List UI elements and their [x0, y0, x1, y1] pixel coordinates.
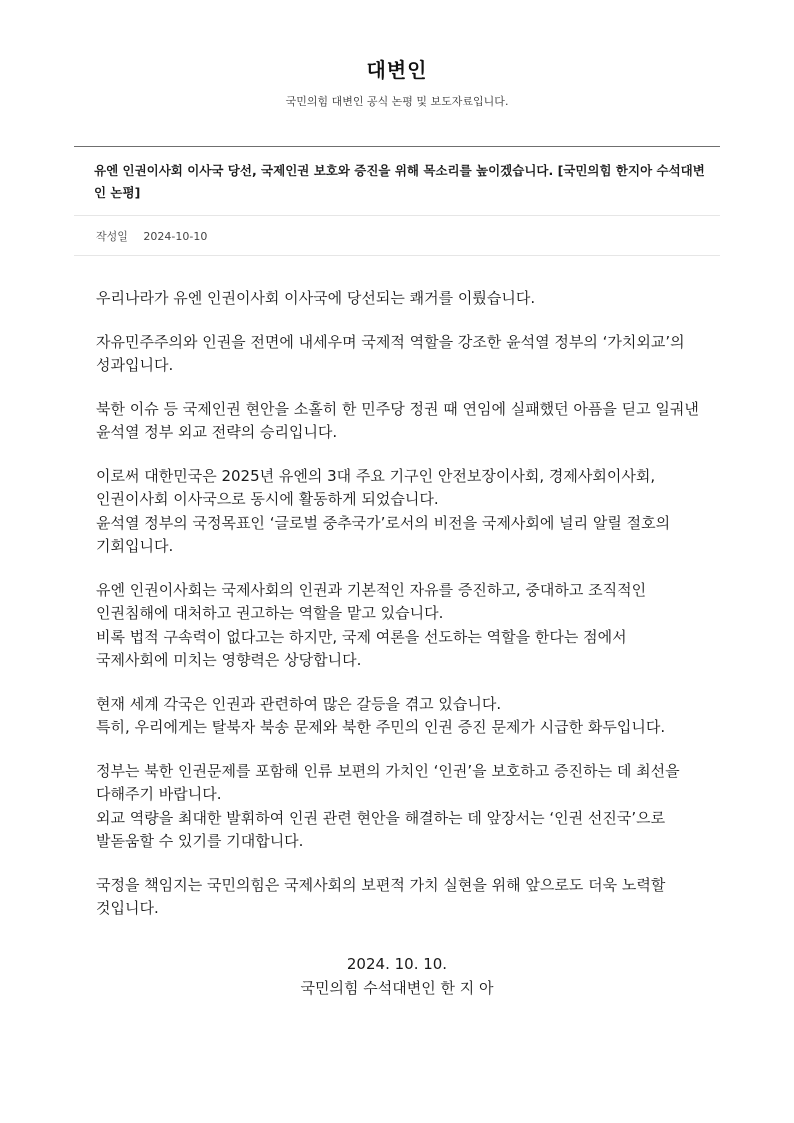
body-paragraph: 북한 이슈 등 국제인권 현안을 소홀히 한 민주당 정권 때 연임에 실패했던 아픔을 딛고 일궈낸 윤석열 정부 외교 전략의 승리입니다.: [96, 399, 699, 441]
header-divider: [74, 146, 720, 147]
body-paragraph: 이로써 대한민국은 2025년 유엔의 3대 주요 기구인 안전보장이사회, 경제사회이사회, 인권이사회 이사국으로 동시에 활동하게 되었습니다. 윤석열 정부의 국정목표인 ‘글로벌 중추국가’로서의 비전을 국제사회에 널리 알릴 절호의 기회입니다.: [96, 466, 671, 555]
page-subtitle: 국민의힘 대변인 공식 논평 및 보도자료입니다.: [285, 95, 509, 108]
signature-name: 국민의힘 수석대변인 한 지 아: [300, 978, 494, 997]
body-paragraph: 자유민주주의와 인권을 전면에 내세우며 국제적 역할을 강조한 윤석열 정부의 ‘가치외교’의 성과입니다.: [96, 332, 685, 374]
body-paragraph: 유엔 인권이사회는 국제사회의 인권과 기본적인 자유를 증진하고, 중대하고 조직적인 인권침해에 대처하고 권고하는 역할을 맡고 있습니다. 비록 법적 구속력이 없다고는 하지만, 국제 여론을 선도하는 역할을 한다는 점에서 국제사회에 미치는 영향력은 상당합니다.: [96, 580, 647, 669]
body-paragraph: 정부는 북한 인권문제를 포함해 인류 보편의 가치인 ‘인권’을 보호하고 증진하는 데 최선을 다해주기 바랍니다. 외교 역량을 최대한 발휘하여 인권 관련 현안을 해결하는 데 앞장서는 ‘인권 선진국’으로 발돋움할 수 있기를 기대합니다.: [96, 761, 680, 850]
signature-date: 2024. 10. 10.: [346, 955, 448, 973]
post-meta: [96, 228, 207, 244]
signature-block: [0, 953, 794, 1000]
title-divider: [74, 215, 720, 216]
body-paragraph: 우리나라가 유엔 인권이사회 이사국에 당선되는 쾌거를 이뤘습니다.: [96, 289, 536, 307]
body-paragraph: 현재 세계 각국은 인권과 관련하여 많은 갈등을 겪고 있습니다. 특히, 우리에게는 탈북자 북송 문제와 북한 주민의 인권 증진 문제가 시급한 화두입니다.: [96, 694, 666, 736]
post-body: [96, 287, 700, 941]
post-title: 유엔 인권이사회 이사국 당선, 국제인권 보호와 증진을 위해 목소리를 높이겠습니다. [국민의힘 한지아 수석대변인 논평]: [94, 163, 705, 200]
post-date: 2024-10-10: [143, 230, 208, 243]
page-title: 대변인: [366, 58, 428, 82]
date-label: 작성일: [96, 230, 128, 243]
body-paragraph: 국정을 책임지는 국민의힘은 국제사회의 보편적 가치 실현을 위해 앞으로도 더욱 노력할 것입니다.: [96, 875, 666, 917]
meta-divider: [74, 255, 720, 256]
